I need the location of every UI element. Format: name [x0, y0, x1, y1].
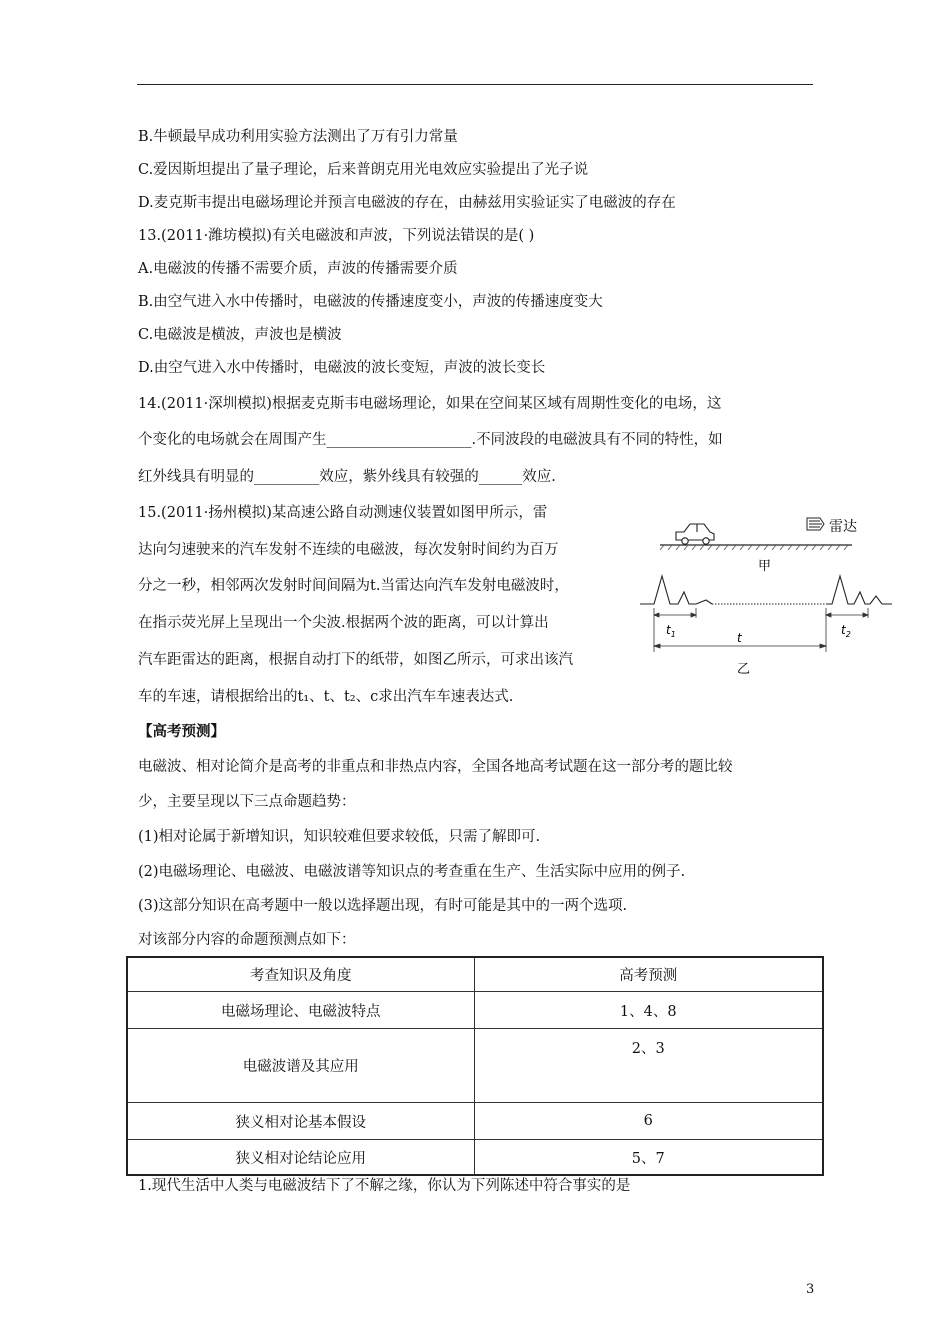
option-c: C.爱因斯坦提出了量子理论，后来普朗克用光电效应实验提出了光子说 — [138, 162, 589, 178]
car-icon — [676, 524, 714, 544]
question-15-line-4: 在指示荧光屏上呈现出一个尖波.根据两个波的距离，可以计算出 — [138, 615, 549, 631]
question-13-option-a: A.电磁波的传播不需要介质，声波的传播需要介质 — [138, 261, 458, 277]
table-cell-forecast: 5、7 — [474, 1140, 823, 1176]
radar-icon — [807, 518, 824, 530]
figure-yi-label: 乙 — [737, 662, 751, 677]
question-14-line-3: 红外线具有明显的_________效应，紫外线具有较强的______效应. — [138, 469, 556, 485]
forecast-paragraph-line-2: 少，主要呈现以下三点命题趋势： — [138, 794, 356, 810]
question-13-option-d: D.由空气进入水中传播时，电磁波的波长变短，声波的波长变长 — [138, 360, 546, 376]
table-row — [127, 1029, 823, 1103]
dimension-lines — [654, 608, 868, 652]
option-d: D.麦克斯韦提出电磁场理论并预言电磁波的存在，由赫兹用实验证实了电磁波的存在 — [138, 195, 676, 211]
question-15-line-1: 15.(2011·扬州模拟)某高速公路自动测速仪装置如图甲所示，雷 — [138, 505, 548, 521]
table-cell-topic: 电磁场理论、电磁波特点 — [127, 992, 474, 1029]
question-13: 13.(2011·潍坊模拟)有关电磁波和声波，下列说法错误的是( ) — [138, 228, 535, 244]
table-row — [127, 1103, 823, 1140]
table-cell-forecast: 1、4、8 — [474, 992, 823, 1029]
question-1: 1.现代生活中人类与电磁波结下了不解之缘，你认为下列陈述中符合事实的是 — [138, 1178, 631, 1194]
table-row — [127, 1140, 823, 1176]
trend-2: (2)电磁场理论、电磁波、电磁波谱等知识点的考查重在生产、生活实际中应用的例子. — [138, 864, 686, 880]
page-number: 3 — [806, 1282, 815, 1297]
radar-figure — [640, 510, 900, 680]
question-14-line-1: 14.(2011·深圳模拟)根据麦克斯韦电磁场理论，如果在空间某区域有周期性变化的电场，这 — [138, 396, 722, 412]
trend-3: (3)这部分知识在高考题中一般以选择题出现，有时可能是其中的一两个选项. — [138, 898, 628, 914]
table-row — [127, 992, 823, 1029]
table-cell-forecast: 6 — [474, 1103, 823, 1140]
option-b: B.牛顿最早成功利用实验方法测出了万有引力常量 — [138, 129, 458, 145]
question-15-line-6: 车的车速，请根据给出的t₁、t、t₂、c求出汽车车速表达式. — [138, 689, 514, 705]
figure-jia-label: 甲 — [758, 559, 772, 574]
pulse-trace — [640, 576, 892, 604]
question-15-line-3: 分之一秒，相邻两次发射时间间隔为t.当雷达向汽车发射电磁波时， — [138, 578, 569, 594]
forecast-table — [126, 956, 824, 1176]
question-13-option-b: B.由空气进入水中传播时，电磁波的传播速度变小，声波的传播速度变大 — [138, 294, 603, 310]
table-cell-forecast: 2、3 — [474, 1029, 823, 1103]
table-intro: 对该部分内容的命题预测点如下： — [138, 932, 356, 948]
header-rule — [137, 84, 813, 85]
t1-label: $t_1$ — [666, 623, 676, 639]
table-header-row — [127, 957, 823, 992]
question-15-line-2: 达向匀速驶来的汽车发射不连续的电磁波，每次发射时间约为百万 — [138, 542, 559, 558]
section-title: 【高考预测】 — [138, 723, 225, 740]
question-15-line-5: 汽车距雷达的距离，根据自动打下的纸带，如图乙所示，可求出该汽 — [138, 652, 573, 668]
t-label: t — [737, 631, 742, 645]
table-header-forecast: 高考预测 — [474, 957, 823, 992]
forecast-paragraph-line-1: 电磁波、相对论简介是高考的非重点和非热点内容，全国各地高考试题在这一部分考的题比较 — [138, 759, 733, 775]
question-14-line-2: 个变化的电场就会在周围产生____________________.不同波段的电磁波具有不同的特性，如 — [138, 432, 723, 448]
question-13-option-c: C.电磁波是横波，声波也是横波 — [138, 327, 342, 343]
t2-label: $t_2$ — [841, 623, 851, 639]
radar-label: 雷达 — [829, 519, 857, 535]
table-header-topic: 考查知识及角度 — [127, 957, 474, 992]
table-cell-topic: 狭义相对论基本假设 — [127, 1103, 474, 1140]
table-cell-topic: 电磁波谱及其应用 — [127, 1029, 474, 1103]
trend-1: (1)相对论属于新增知识，知识较难但要求较低，只需了解即可. — [138, 829, 541, 845]
road — [660, 545, 852, 550]
table-cell-topic: 狭义相对论结论应用 — [127, 1140, 474, 1176]
